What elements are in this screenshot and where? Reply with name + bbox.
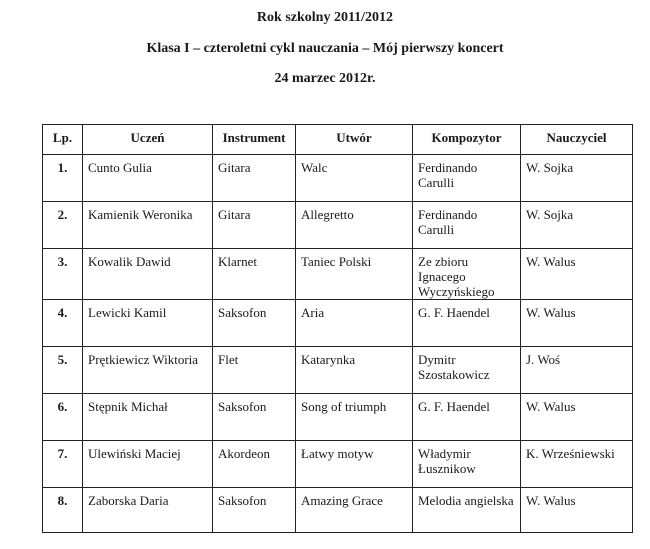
cell-composer: G. F. Haendel (413, 300, 521, 347)
column-header-instrument: Instrument (213, 125, 296, 155)
cell-teacher: J. Woś (521, 347, 633, 394)
cell-composer: Dymitr Szostakowicz (413, 347, 521, 394)
cell-piece: Katarynka (296, 347, 413, 394)
cell-composer: Ferdinando Carulli (413, 202, 521, 249)
cell-lp: 4. (43, 300, 83, 347)
cell-piece: Walc (296, 155, 413, 202)
cell-lp: 5. (43, 347, 83, 394)
cell-lp: 1. (43, 155, 83, 202)
cell-instrument: Saksofon (213, 394, 296, 441)
cell-piece: Łatwy motyw (296, 441, 413, 488)
table-row (43, 488, 633, 533)
column-header-lp: Lp. (43, 125, 83, 155)
column-header-teacher: Nauczyciel (521, 125, 633, 155)
cell-composer: Melodia angielska (413, 488, 521, 533)
cell-student: Kamienik Weronika (83, 202, 213, 249)
concert-date: 24 marzec 2012r. (274, 71, 376, 86)
cell-student: Zaborska Daria (83, 488, 213, 533)
cell-student: Kowalik Dawid (83, 249, 213, 300)
cell-student: Cunto Gulia (83, 155, 213, 202)
column-header-student: Uczeń (83, 125, 213, 155)
cell-lp: 2. (43, 202, 83, 249)
cell-teacher: W. Walus (521, 300, 633, 347)
cell-teacher: W. Walus (521, 249, 633, 300)
cell-teacher: W. Walus (521, 394, 633, 441)
table-row (43, 347, 633, 394)
cell-instrument: Gitara (213, 202, 296, 249)
cell-lp: 3. (43, 249, 83, 300)
cell-composer: Władymir Łusznikow (413, 441, 521, 488)
cell-instrument: Flet (213, 347, 296, 394)
cell-student: Ulewiński Maciej (83, 441, 213, 488)
cell-teacher: W. Sojka (521, 155, 633, 202)
cell-teacher: W. Walus (521, 488, 633, 533)
table-row (43, 249, 633, 300)
cell-piece: Taniec Polski (296, 249, 413, 300)
column-header-piece: Utwór (296, 125, 413, 155)
table-row (43, 394, 633, 441)
table-row (43, 202, 633, 249)
cell-composer: G. F. Haendel (413, 394, 521, 441)
cell-piece: Amazing Grace (296, 488, 413, 533)
cell-composer: Ferdinando Carulli (413, 155, 521, 202)
cell-lp: 8. (43, 488, 83, 533)
cell-student: Prętkiewicz Wiktoria (83, 347, 213, 394)
cell-piece: Song of triumph (296, 394, 413, 441)
column-header-composer: Kompozytor (413, 125, 521, 155)
cell-teacher: K. Wrześniewski (521, 441, 633, 488)
cell-instrument: Saksofon (213, 488, 296, 533)
concert-program-table (42, 124, 633, 533)
cell-lp: 7. (43, 441, 83, 488)
cell-instrument: Gitara (213, 155, 296, 202)
table-row (43, 300, 633, 347)
cell-piece: Aria (296, 300, 413, 347)
school-year-title: Rok szkolny 2011/2012 (256, 10, 394, 25)
cell-instrument: Saksofon (213, 300, 296, 347)
cell-piece: Allegretto (296, 202, 413, 249)
cell-instrument: Akordeon (213, 441, 296, 488)
cell-teacher: W. Sojka (521, 202, 633, 249)
class-concert-title: Klasa I – czteroletni cykl nauczania – Mój pierwszy koncert (146, 41, 504, 56)
table-row (43, 155, 633, 202)
cell-composer: Ze zbioru Ignacego Wyczyńskiego (413, 249, 521, 300)
cell-student: Stępnik Michał (83, 394, 213, 441)
table-header-row (43, 125, 633, 155)
cell-lp: 6. (43, 394, 83, 441)
cell-student: Lewicki Kamil (83, 300, 213, 347)
cell-instrument: Klarnet (213, 249, 296, 300)
table-row (43, 441, 633, 488)
